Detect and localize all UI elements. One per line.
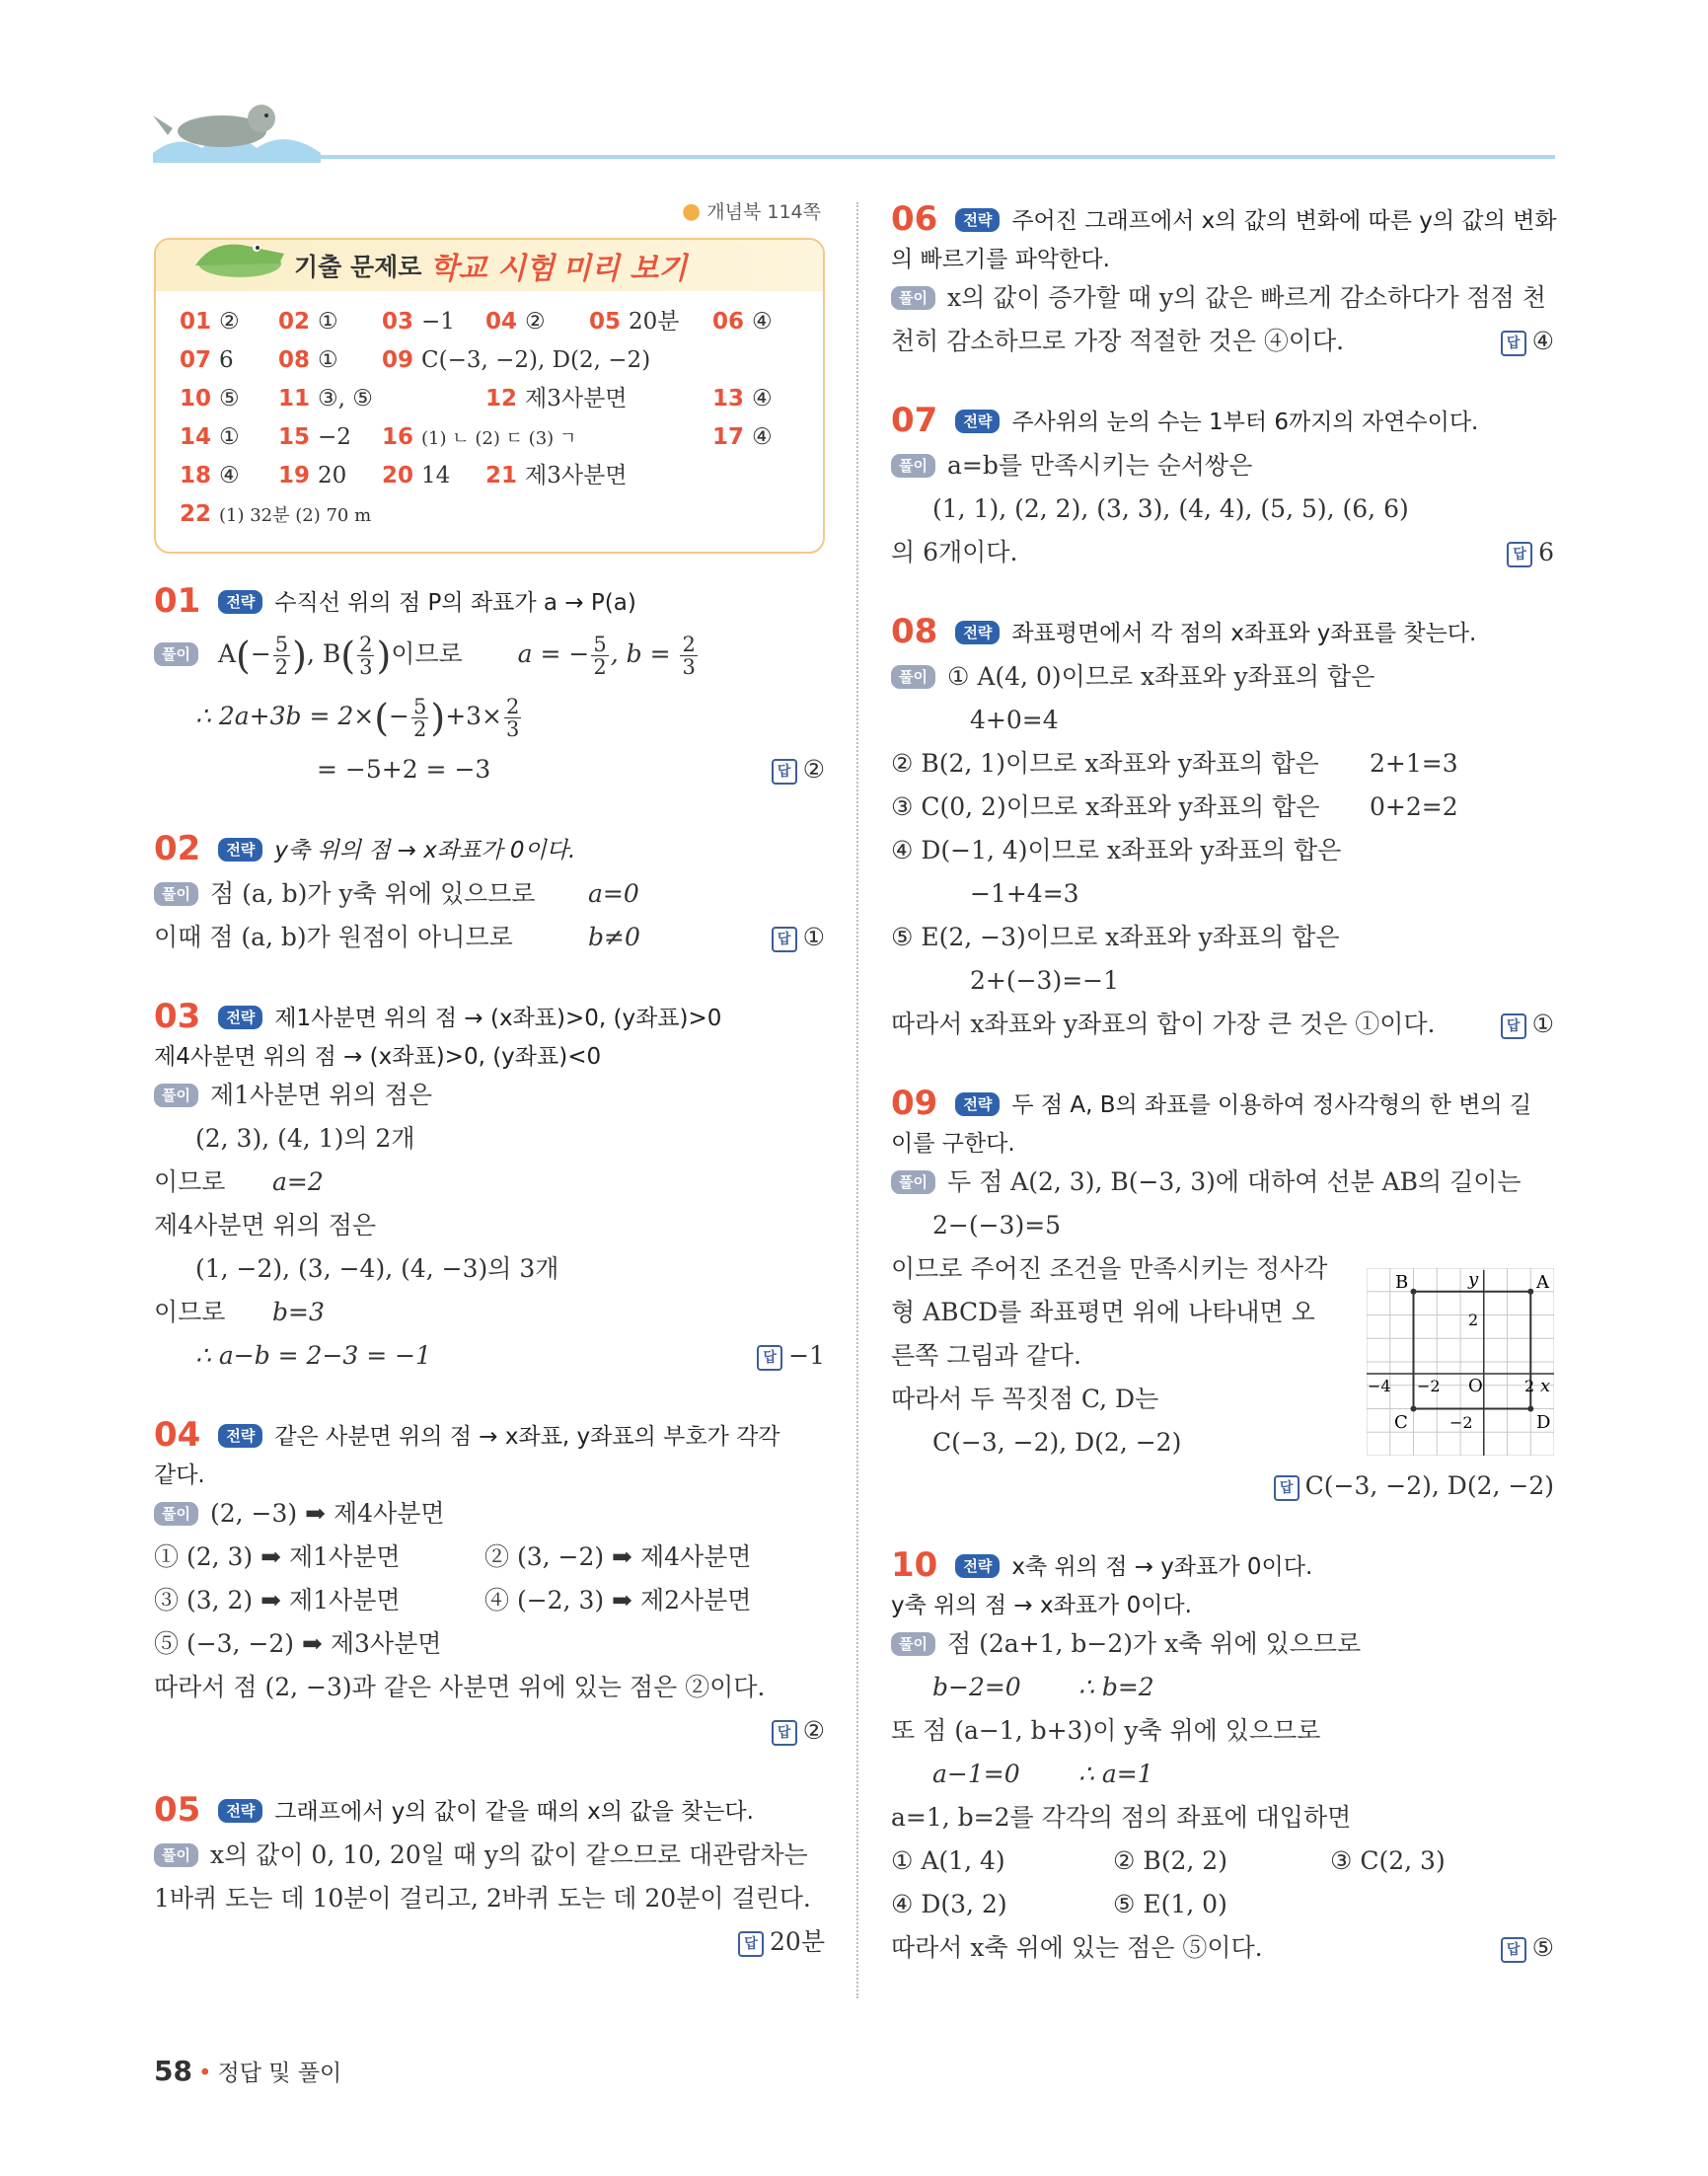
- problem-04: 04 전략 같은 사분면 위의 점 → x좌표, y좌표의 부호가 각각 같다. 풀이 (2, −3) ➡ 제4사분면 ① (2, 3) ➡ 제1사분면 ② (3, −2) ➡ 제4사분면 ③ (3, 2) ➡ 제1사분면 ④ (−2, 3) ➡ 제2사분면 ⑤ (−3, −2) ➡ 제3사분면 따라서 점 (2, −3)과 같은 사분면 위에 있는 점은 ②이다. 답 ②: [154, 1415, 825, 1745]
- answer-item: 10 ⑤: [180, 386, 240, 412]
- answer-item: 20 14: [382, 463, 451, 488]
- answer-row: [180, 495, 799, 534]
- label-d: D: [1536, 1412, 1551, 1433]
- answer-item: 03 −1: [382, 309, 455, 335]
- right-column: [891, 197, 1557, 1970]
- strategy-tag: 전략: [218, 590, 262, 614]
- tick-x-2: 2: [1524, 1377, 1535, 1395]
- point-a: [1527, 1289, 1533, 1295]
- preview-answers-box: [154, 238, 825, 554]
- answer-row: [180, 341, 799, 380]
- label-a: A: [1536, 1272, 1549, 1293]
- bullet-dot-icon: ●: [682, 199, 702, 224]
- tick-x-neg2: −2: [1417, 1377, 1441, 1395]
- answer-item: 09 C(−3, −2), D(2, −2): [382, 347, 651, 373]
- preview-box-header: [156, 240, 823, 291]
- page-footer: [154, 2055, 341, 2087]
- answer-item: 15 −2: [278, 424, 351, 450]
- answer-item: 12 제3사분면: [485, 386, 628, 412]
- problem-02: 02 전략 y축 위의 점 → x좌표가 0이다. 풀이 점 (a, b)가 y축 위에 있으므로 a=0 이때 점 (a, b)가 원점이 아니므로 b≠0 답 ①: [154, 829, 825, 951]
- answer-item: 16 (1) ㄴ (2) ㄷ (3) ㄱ: [382, 424, 577, 450]
- left-column: [154, 197, 825, 1964]
- point-c: [1411, 1406, 1417, 1412]
- label-x: x: [1540, 1376, 1551, 1396]
- answer-grid: [156, 291, 823, 534]
- header-rule: [158, 155, 1555, 159]
- answer-item: 02 ①: [278, 309, 338, 335]
- answer-item: 08 ①: [278, 347, 338, 373]
- answer-row: [180, 457, 799, 495]
- tick-y-2: 2: [1468, 1311, 1479, 1329]
- answer-item: 01 ②: [180, 309, 240, 335]
- answer-item: 22 (1) 32분 (2) 70 m: [180, 501, 372, 527]
- column-divider: [856, 202, 858, 1998]
- problem-number: 01: [154, 581, 201, 621]
- problem-01: 01 전략 수직선 위의 점 P의 좌표가 a → P(a) 풀이 A(− $\frac{5}{2}$ ), B( $\frac{2}{3}$ )이므로 a = − $\frac{5}{2}$ , b = $\frac{2}{3}$ ∴ 2a+3b = 2×(− $\frac{5}{2}$ )+3× $\frac{2}{3}$ = −5+2 = −3 답 ②: [154, 579, 825, 791]
- label-y: y: [1468, 1269, 1479, 1290]
- point-d: [1527, 1406, 1533, 1412]
- answer-item: 05 20분: [589, 309, 680, 335]
- answer-item: 13 ④: [712, 386, 773, 412]
- solution-tag: 풀이: [154, 642, 198, 666]
- answer-row: [180, 380, 799, 418]
- crocodile-icon: [186, 226, 294, 285]
- problem-08: 08 전략 좌표평면에서 각 점의 x좌표와 y좌표를 찾는다. 풀이 ① A(4, 0)이므로 x좌표와 y좌표의 합은 4+0=4 ② B(2, 1)이므로 x좌표와 y좌표의 합은 2+1=3 ③ C(0, 2)이므로 x좌표와 y좌표의 합은 0+2=2 ④ D(−1, 4)이므로 x좌표와 y좌표의 합은 −1+4=3 ⑤ E(2, −3)이므로 x좌표와 y좌표의 합은 2+(−3)=−1 따라서 x좌표와 y좌표의 합이 가장 큰 것은 ①이다. 답 ①: [891, 612, 1554, 1038]
- problem-09: 09 전략 두 점 A, B의 좌표를 이용하여 정사각형의 한 변의 길 이를 구한다. 풀이 두 점 A(2, 3), B(−3, 3)에 대하여 선분 AB의 길이는 2−(−3)=5 이므로 주어진 조건을 만족시키는 정사각 형 ABCD를 좌표평면 위에 나타내면 오 른쪽 그림과 같다. 따라서 두 꼭짓점 C, D는 C(−3, −2), D(2, −2) 답 C(−3, −2), D(2, −2): [891, 1084, 1554, 1500]
- problem-03: 03 전략 제1사분면 위의 점 → (x좌표)>0, (y좌표)>0 제4사분면 위의 점 → (x좌표)>0, (y좌표)<0 풀이 제1사분면 위의 점은 (2, 3), (4, 1)의 2개 이므로 a=2 제4사분면 위의 점은 (1, −2), (3, −4), (4, −3)의 3개 이므로 b=3 ∴ a−b = 2−3 = −1 답 −1: [154, 997, 825, 1370]
- coordinate-plane-figure: [1367, 1268, 1554, 1456]
- answer-label: 답 ②: [772, 748, 825, 791]
- problem-07: 07 전략 주사위의 눈의 수는 1부터 6까지의 자연수이다. 풀이 a=b를 만족시키는 순서쌍은 (1, 1), (2, 2), (3, 3), (4, 4), (5, 5), (6, 6) 의 6개이다. 답 6: [891, 401, 1554, 566]
- answer-item: 04 ②: [485, 309, 546, 335]
- answer-item: 14 ①: [180, 424, 240, 450]
- answer-item: 07 6: [180, 347, 234, 373]
- answer-item: 06 ④: [712, 309, 773, 335]
- tick-y-neg2: −2: [1449, 1413, 1473, 1432]
- footer-dot-icon: •: [197, 2061, 212, 2086]
- label-c: C: [1394, 1412, 1408, 1433]
- strategy-text: 수직선 위의 점 P의 좌표가 a → P(a): [274, 590, 636, 616]
- answer-row: [180, 303, 799, 341]
- footer-label: 정답 및 풀이: [217, 2061, 342, 2086]
- answer-item: 19 20: [278, 463, 347, 488]
- answer-row: [180, 418, 799, 457]
- problem-06: 06 전략 주어진 그래프에서 x의 값의 변화에 따른 y의 값의 변화 의 빠르기를 파악한다. 풀이 x의 값이 증가할 때 y의 값은 빠르게 감소하다가 점점 천 천히 감소하므로 가장 적절한 것은 ④이다. 답 ④: [891, 199, 1557, 355]
- label-origin: O: [1468, 1376, 1483, 1396]
- answer-item: 11 ③, ⑤: [278, 386, 373, 412]
- problem-10: 10 전략 x축 위의 점 → y좌표가 0이다. y축 위의 점 → x좌표가 0이다. 풀이 점 (2a+1, b−2)가 x축 위에 있으므로 b−2=0 ∴ b=2 또 점 (a−1, b+3)이 y축 위에 있으므로 a−1=0 ∴ a=1 a=1, b=2를 각각의 점의 좌표에 대입하면 ① A(1, 4) ② B(2, 2) ③ C(2, 3) ④ D(3, 2) ⑤ E(1, 0) 따라서 x축 위에 있는 점은 ⑤이다. 답 ⑤: [891, 1545, 1554, 1962]
- seal-mascot-illustration: [148, 94, 326, 163]
- page-number: 58: [154, 2055, 192, 2087]
- answer-item: 18 ④: [180, 463, 240, 488]
- label-b: B: [1395, 1272, 1409, 1293]
- problem-05: 05 전략 그래프에서 y의 값이 같을 때의 x의 값을 찾는다. 풀이 x의 값이 0, 10, 20일 때 y의 값이 같으므로 대관람차는 1바퀴 도는 데 10분이 걸리고, 2바퀴 도는 데 20분이 걸린다. 답 20분: [154, 1790, 825, 1956]
- concept-book-reference: ● 개념북 114쪽: [682, 199, 821, 224]
- point-b: [1411, 1289, 1417, 1295]
- preview-title-a: 기출 문제로: [294, 253, 422, 281]
- preview-title-b: 학교 시험: [429, 252, 555, 286]
- answer-item: 17 ④: [712, 424, 773, 450]
- tick-x-neg4: −4: [1368, 1377, 1391, 1395]
- answer-item: 21 제3사분면: [485, 463, 628, 488]
- preview-title-c: 미리 보기: [561, 252, 688, 286]
